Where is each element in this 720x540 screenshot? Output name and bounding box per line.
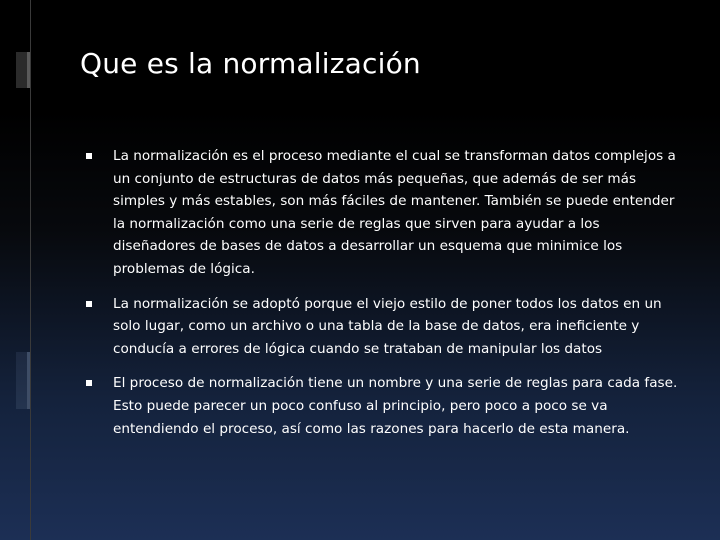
square-bullet-icon (86, 301, 92, 307)
bullet-text: La normalización se adoptó porque el viejo estilo de poner todos los datos en un solo lugar, como un archivo o una tabla de la base de datos, era ineficiente y conducía a errores de lógica cuando se trataban de manipular los datos (113, 295, 662, 357)
bullet-item (86, 145, 686, 281)
bullet-text: El proceso de normalización tiene un nombre y una serie de reglas para cada fase. Esto puede parecer un poco confuso al principio, pero poco a poco se va entendiendo el proceso, así como las razones para hacerlo de esta manera. (113, 375, 678, 437)
bullet-item (86, 372, 686, 440)
bullet-list (86, 145, 686, 452)
decorative-accent-block-bottom (16, 352, 27, 409)
decorative-accent-strip-bottom (27, 352, 30, 409)
decorative-accent-strip-top (27, 52, 30, 88)
bullet-text: La normalización es el proceso mediante el cual se transforman datos complejos a un conjunto de estructuras de datos más pequeñas, que además de ser más simples y más estables, son más fáciles de mantener. También se puede entender la normalización como una serie de reglas que sirven para ayudar a los diseñadores de bases de datos a desarrollar un esquema que minimice los problemas de lógica. (113, 148, 676, 277)
bullet-item (86, 293, 686, 361)
decorative-accent-block-top (16, 52, 27, 88)
square-bullet-icon (86, 153, 92, 159)
slide-title: Que es la normalización (80, 47, 421, 80)
square-bullet-icon (86, 380, 92, 386)
left-divider-line (30, 0, 31, 540)
